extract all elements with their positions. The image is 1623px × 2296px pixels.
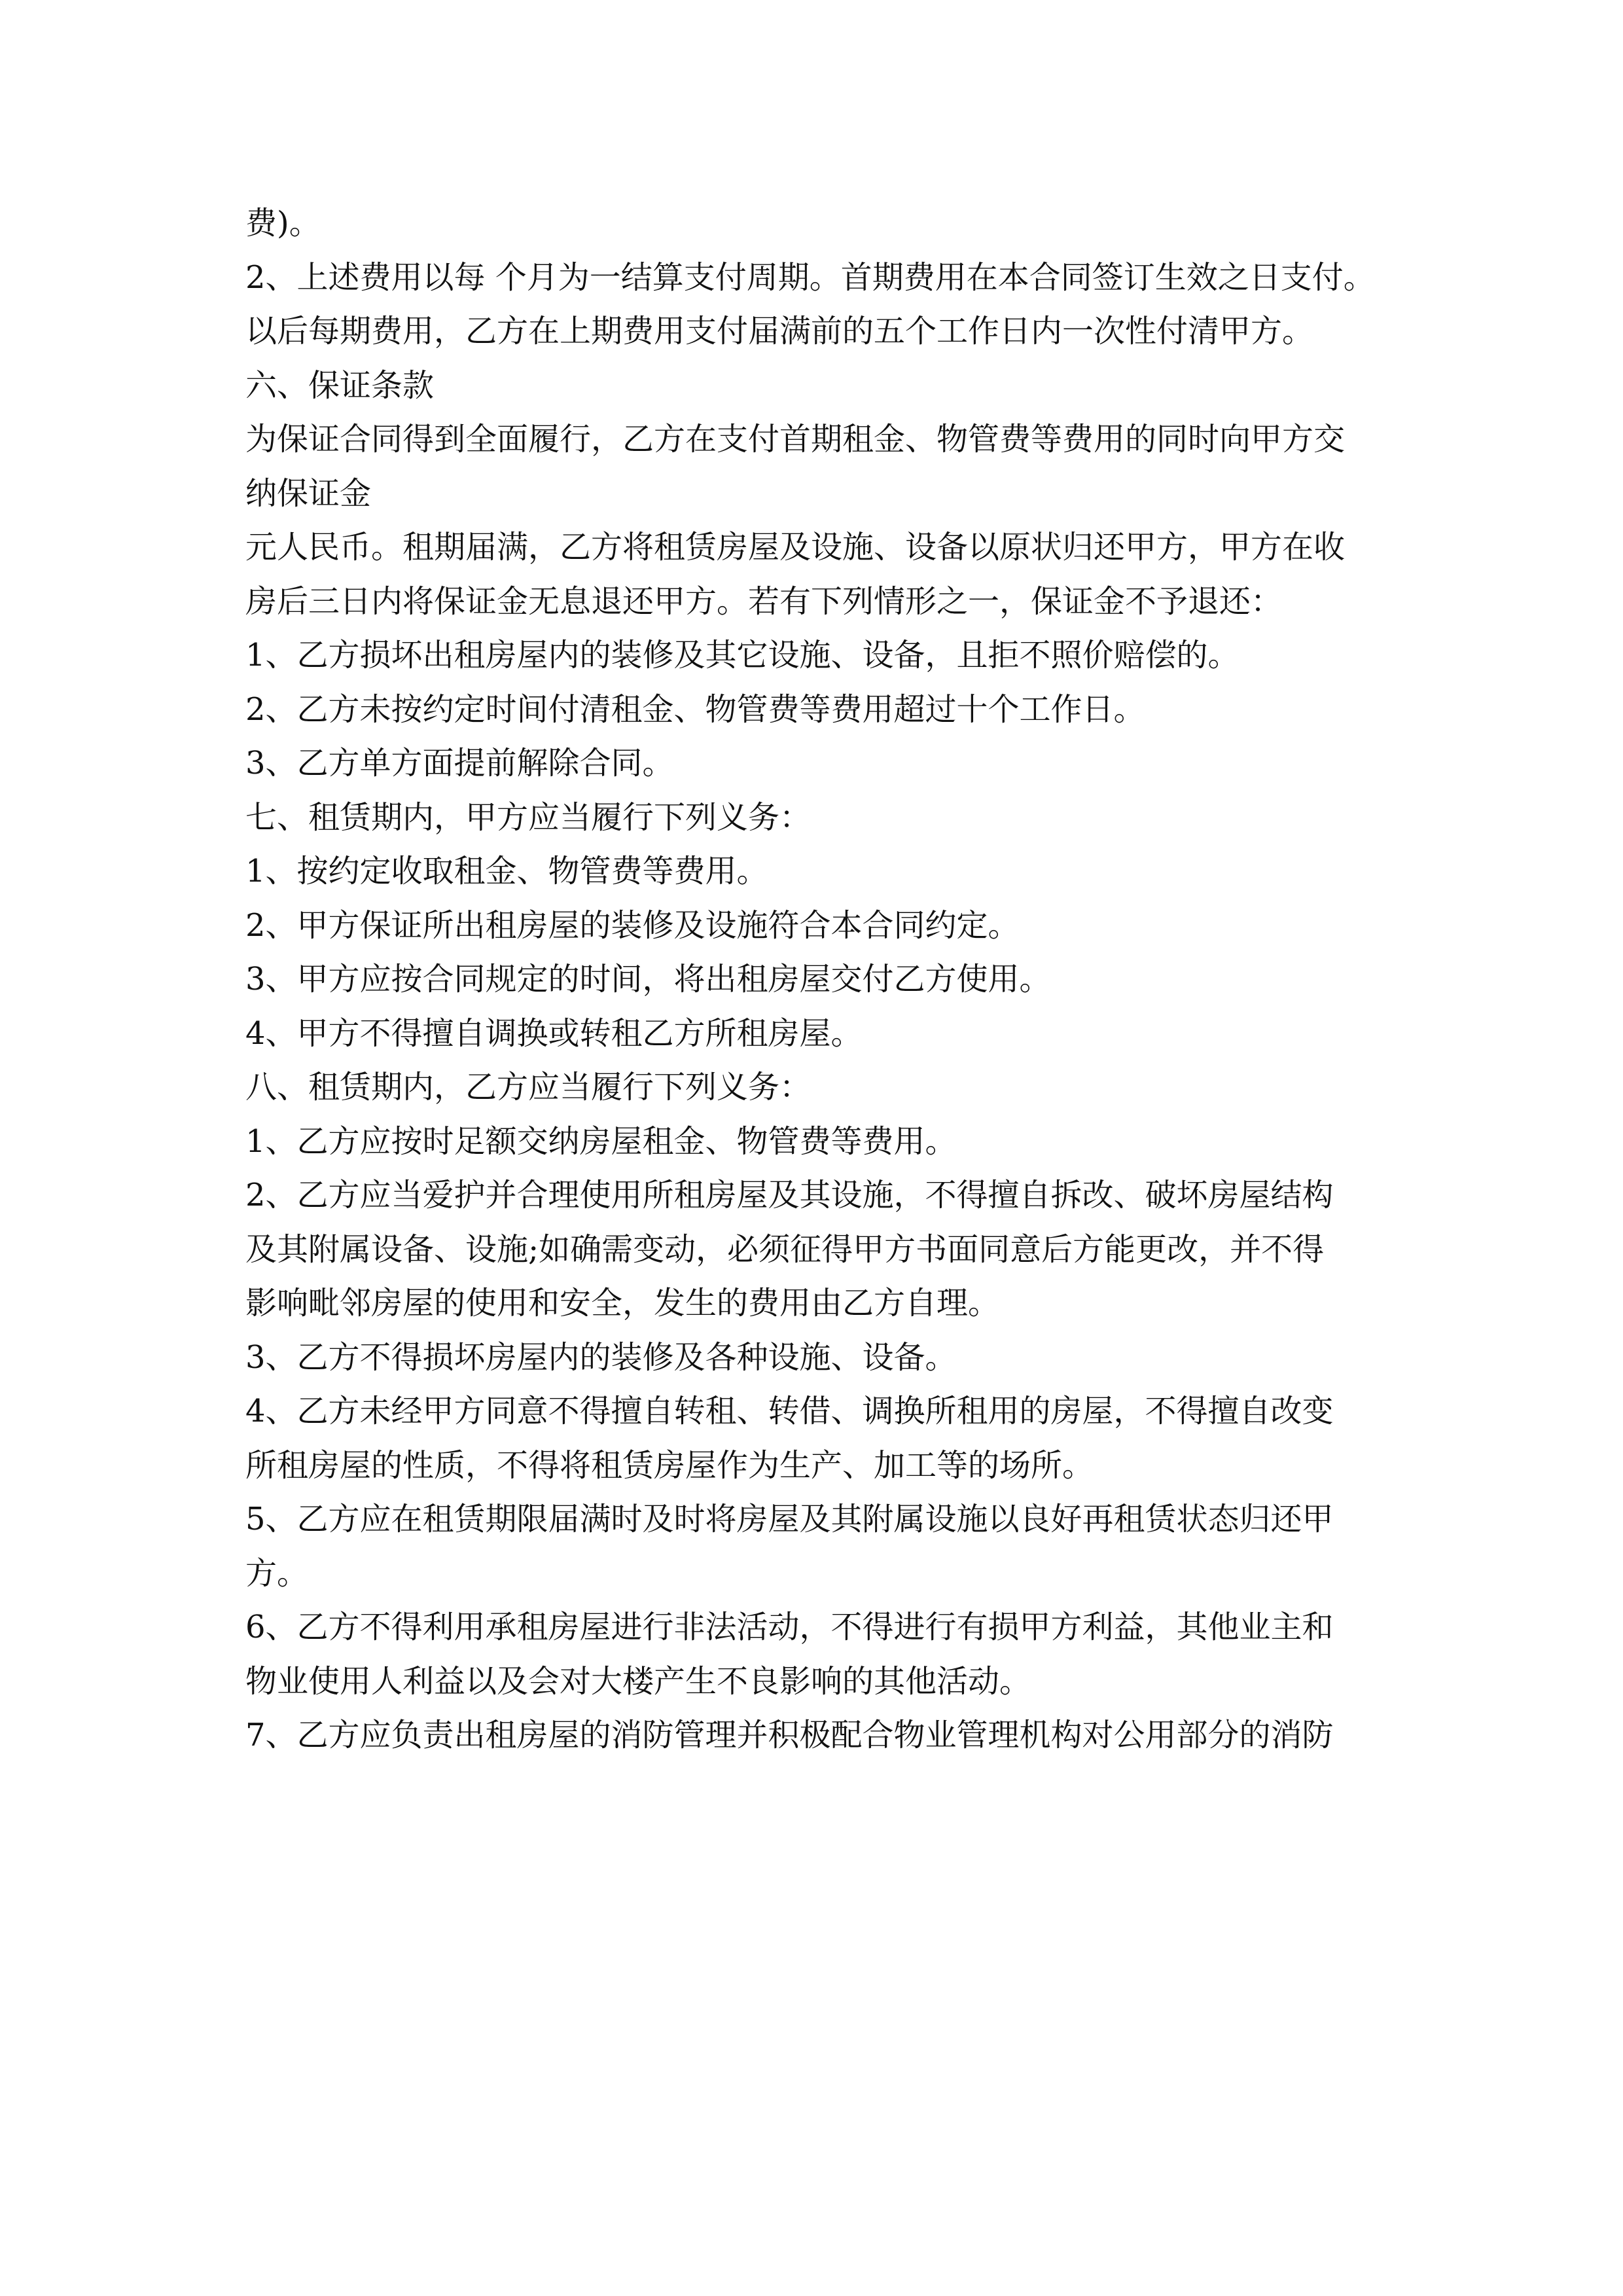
text-line: 物业使用人利益以及会对大楼产生不良影响的其他活动。 xyxy=(245,1662,1031,1700)
text-line: 为保证合同得到全面履行，乙方在支付首期租金、物管费等费用的同时向甲方交 xyxy=(245,421,1346,457)
text-line: 1、乙方损坏出租房屋内的装修及其它设施、设备，且拒不照价赔偿的。 xyxy=(245,637,1240,673)
text-line: 2、上述费用以每 个月为一结算支付周期。首期费用在本合同签订生效之日支付。 xyxy=(245,259,1375,296)
text-line: 及其附属设备、设施;如确需变动，必须征得甲方书面同意后方能更改，并不得 xyxy=(245,1230,1325,1268)
text-line: 所租房屋的性质，不得将租赁房屋作为生产、加工等的场所。 xyxy=(245,1446,1094,1484)
text-line: 7、乙方应负责出租房屋的消防管理并积极配合物业管理机构对公用部分的消防 xyxy=(245,1717,1334,1753)
text-line: 5、乙方应在租赁期限届满时及时将房屋及其附属设施以良好再租赁状态归还甲 xyxy=(245,1501,1334,1537)
text-line: 1、乙方应按时足额交纳房屋租金、物管费等费用。 xyxy=(245,1122,957,1160)
text-line: 2、乙方应当爱护并合理使用所租房屋及其设施，不得擅自拆改、破坏房屋结构 xyxy=(245,1177,1334,1213)
text-line: 4、乙方未经甲方同意不得擅自转租、转借、调换所租用的房屋，不得擅自改变 xyxy=(245,1393,1334,1429)
text-line: 以后每期费用，乙方在上期费用支付届满前的五个工作日内一次性付清甲方。 xyxy=(245,313,1314,350)
text-line: 3、乙方不得损坏房屋内的装修及各种设施、设备。 xyxy=(245,1338,957,1376)
text-line: 房后三日内将保证金无息退还甲方。若有下列情形之一，保证金不予退还： xyxy=(245,583,1283,620)
text-line: 费)。 xyxy=(245,205,321,242)
section-heading: 七、租赁期内，甲方应当履行下列义务： xyxy=(245,798,812,836)
text-line: 纳保证金 xyxy=(245,475,372,512)
document-body xyxy=(245,196,1397,1763)
text-line: 3、甲方应按合同规定的时间，将出租房屋交付乙方使用。 xyxy=(245,961,1051,997)
text-line: 2、甲方保证所出租房屋的装修及设施符合本合同约定。 xyxy=(245,906,1020,944)
section-heading: 八、租赁期内，乙方应当履行下列义务： xyxy=(245,1069,812,1105)
text-line: 元人民币。租期届满，乙方将租赁房屋及设施、设备以原状归还甲方，甲方在收 xyxy=(245,529,1346,565)
text-line: 4、甲方不得擅自调换或转租乙方所租房屋。 xyxy=(245,1014,863,1052)
section-heading: 六、保证条款 xyxy=(245,367,435,404)
text-line: 方。 xyxy=(245,1554,309,1592)
text-line: 影响毗邻房屋的使用和安全，发生的费用由乙方自理。 xyxy=(245,1285,1000,1321)
text-line: 1、按约定收取租金、物管费等费用。 xyxy=(245,853,768,889)
text-line: 6、乙方不得利用承租房屋进行非法活动，不得进行有损甲方利益，其他业主和 xyxy=(245,1609,1334,1645)
text-line: 2、乙方未按约定时间付清租金、物管费等费用超过十个工作日。 xyxy=(245,691,1145,728)
text-line: 3、乙方单方面提前解除合同。 xyxy=(245,745,674,781)
